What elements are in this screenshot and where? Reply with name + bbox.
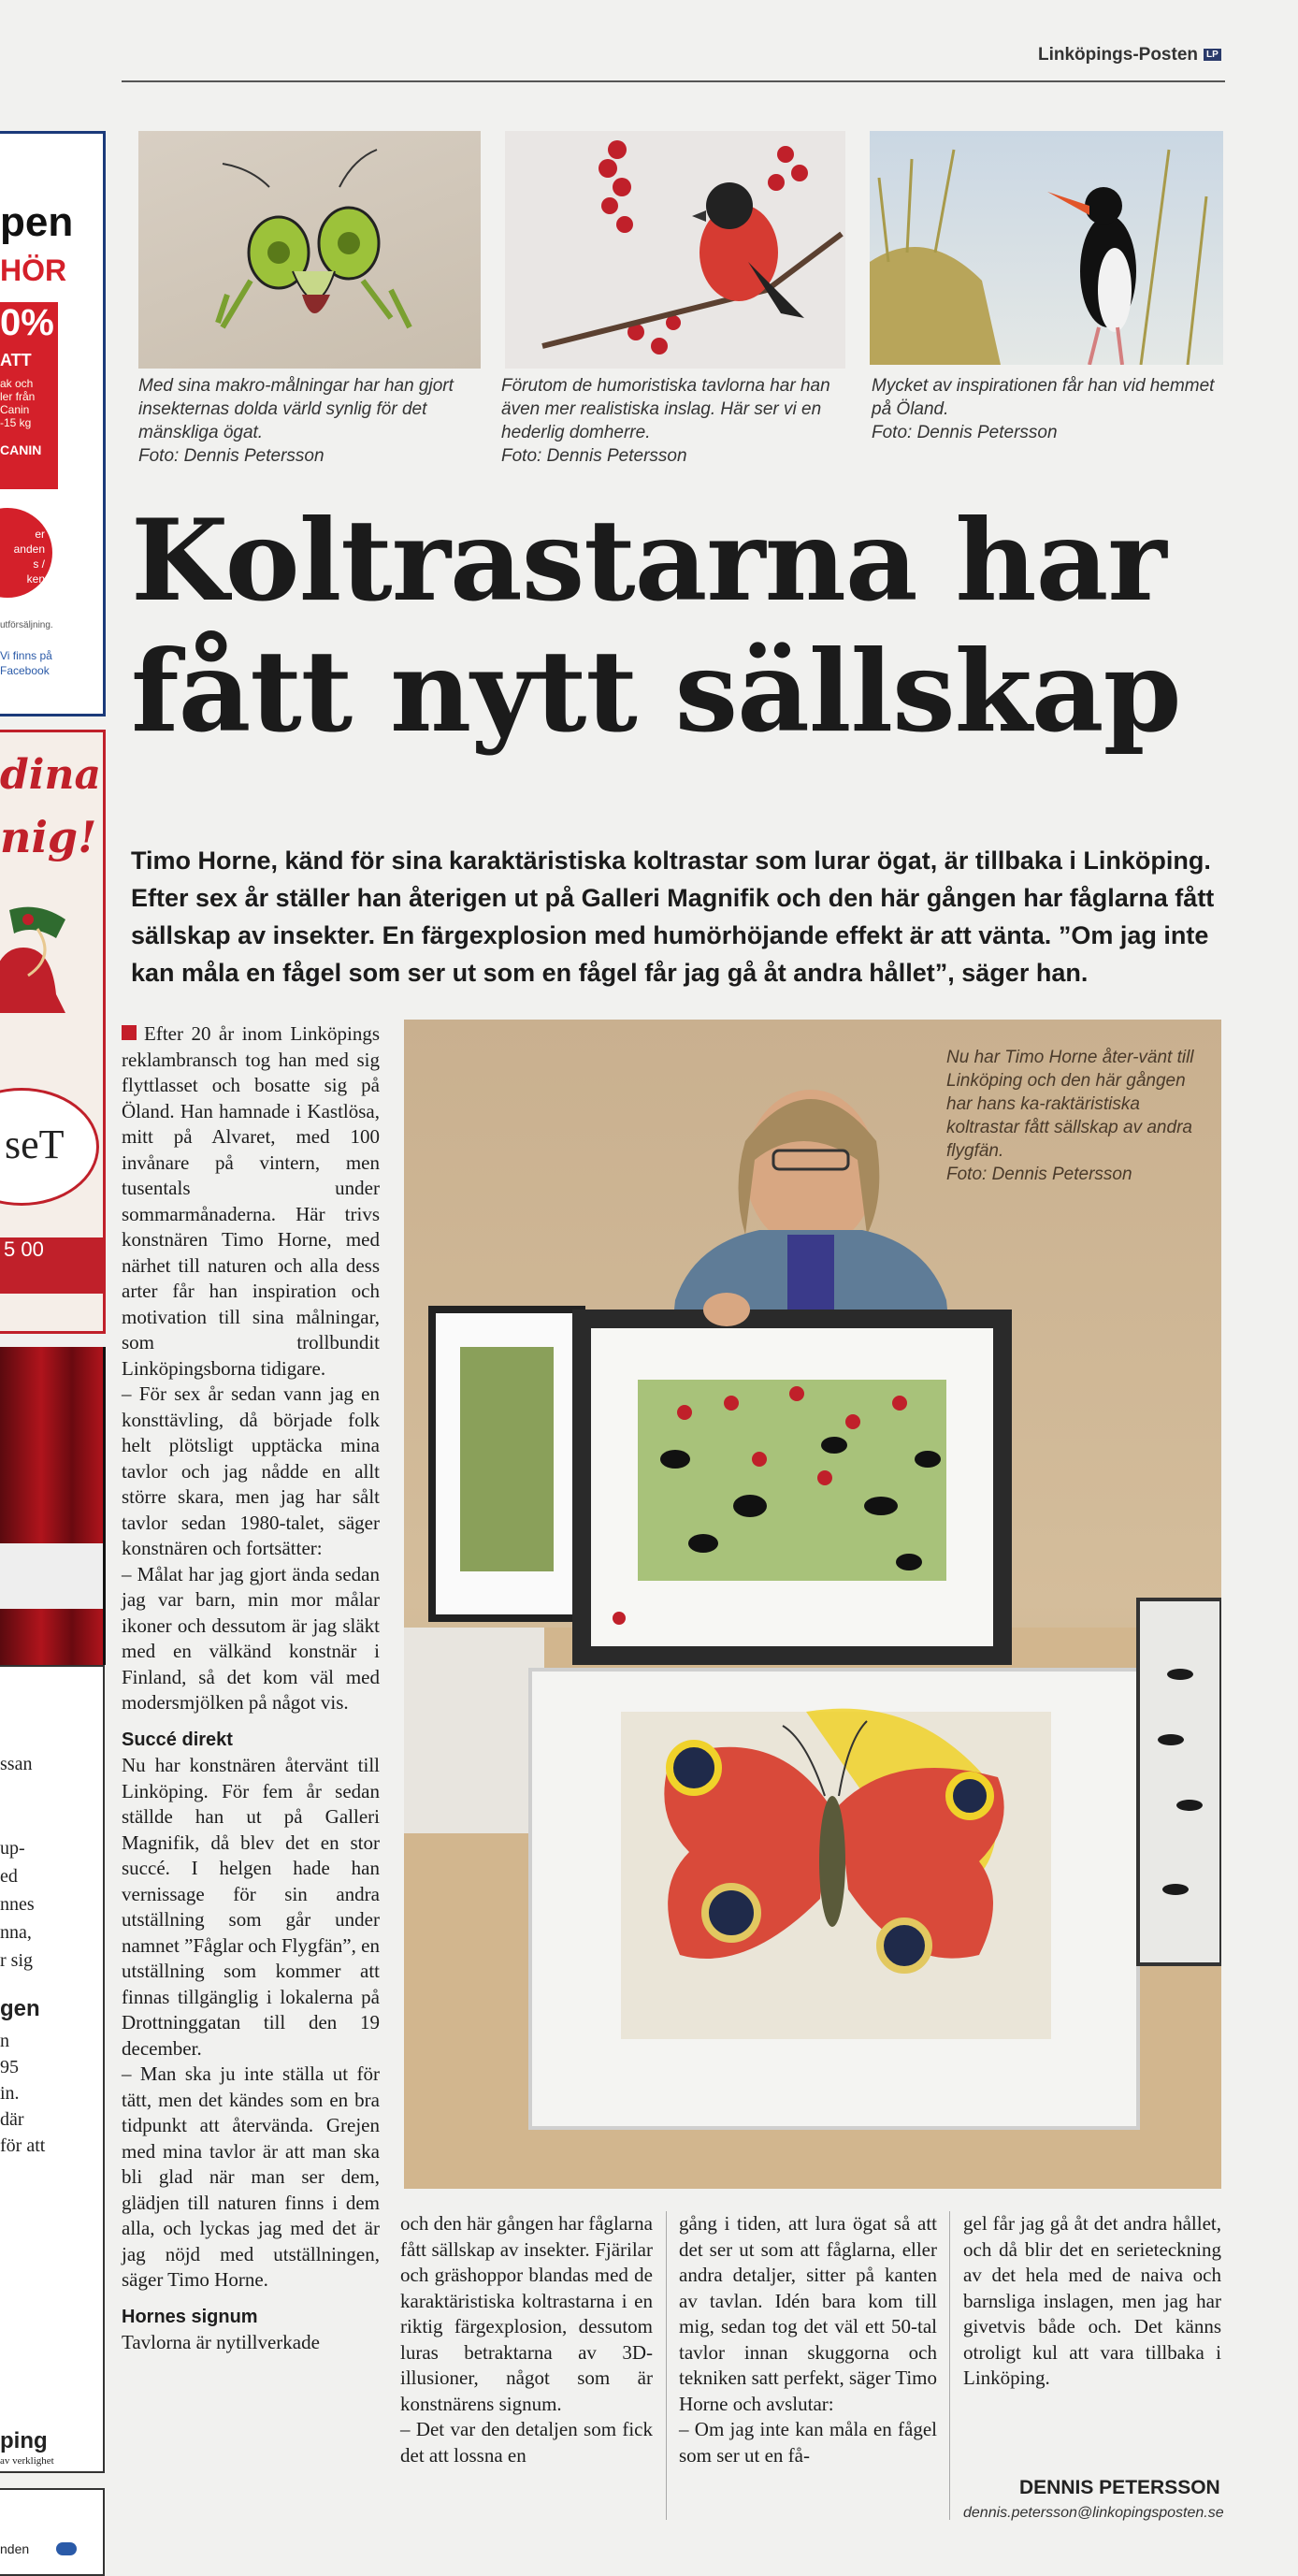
promo-circle: er anden s / ken: [0, 508, 52, 598]
paragraph-intro: Efter 20 år inom Linköpings reklambransch tog han med sig flyttlasset och bosatte sig på Öland. Han hamnade i Kastlösa, mitt på Alvaret, med 100 invånare på vintern, men tusentals under sommarmånaderna. Här trivs konstnären Timo Horne, med närhet till naturen och alla dess arter får han inspiration och motivation till sina målningar, som trollbundit Linköpingsborna tidigare.: [122, 1022, 380, 1380]
column-3-text: gång i tiden, att lura ögat så att det ser ut som att fåglarna, eller andra detaljer, sitter på kanten av tavlan. Idén bara kom till mig, sedan tog det väl ett 50-tal tavlor innan skuggorna och tekniken satt perfekt, säger Timo Horne och avslutar:: [679, 2212, 937, 2415]
article-start-marker: [122, 1025, 137, 1040]
insect-painting-photo: [138, 131, 481, 369]
column-divider: [666, 2211, 667, 2520]
pet-food-ad: [0, 131, 106, 716]
bullfinch-illustration: [505, 131, 845, 369]
author-email[interactable]: dennis.petersson@linkopingsposten.se: [963, 2505, 1224, 2521]
article-column-2: [400, 2211, 653, 2468]
subheading-signum: Hornes signum: [122, 2306, 258, 2327]
main-artist-photo: [404, 1020, 1221, 2189]
author-byline: DENNIS PETERSSON: [1019, 2477, 1220, 2498]
ad-text-8: n: [0, 2031, 9, 2051]
headline-line-1: Koltrastarna har: [131, 495, 1166, 627]
text-ad: [0, 1665, 105, 2473]
price-banner: 5 00: [0, 1237, 106, 1294]
christmas-ad: [0, 730, 106, 1334]
column-2-text-2: – Det var den detaljen som fick det att lossna en: [400, 2418, 653, 2467]
facebook-note: Vi finns på Facebook: [0, 649, 52, 677]
column-divider: [949, 2211, 950, 2520]
main-photo-caption: Nu har Timo Horne åter-vänt till Linköping och den här gången har hans ka-raktäristiska koltrastar fått sällskap av andra flygfän. Foto: Dennis Petersson: [946, 1048, 1194, 1184]
article-column-3: [679, 2211, 937, 2468]
oystercatcher-illustration: [870, 131, 1223, 365]
paragraph-6: Tavlorna är nytillverkade: [122, 2331, 320, 2353]
masthead-badge: LP: [1204, 49, 1221, 61]
subheading-succe: Succé direkt: [122, 1729, 233, 1750]
discount-label: ATT: [0, 351, 32, 369]
oystercatcher-photo-caption: Mycket av inspirationen får han vid hemmet på Öland. Foto: Dennis Petersson: [872, 376, 1215, 442]
ad-small-print: utförsäljning.: [0, 620, 53, 630]
store-logo: seT: [0, 1088, 99, 1206]
bottom-ad: [0, 2488, 105, 2576]
column-4-text: gel får jag gå åt det andra hållet, och då blir det en serieteckning av det hela med de naiva och barnsliga inslagen, men jag har givetvis både och. Det känns otroligt kul att vara tillbaka i Linköping.: [963, 2212, 1221, 2389]
masthead-title: Linköpings-Posten: [1038, 45, 1198, 65]
column-3-text-2: – Om jag inte kan måla en fågel som ser ut en få-: [679, 2418, 937, 2467]
ad-text-2: up-: [0, 1838, 25, 1859]
newspaper-masthead: [1038, 45, 1221, 65]
discount-percent: 0%: [0, 302, 54, 343]
ad-text-13: ping: [0, 2428, 48, 2453]
oystercatcher-painting-photo: [870, 131, 1223, 365]
ad-text-11: där: [0, 2109, 24, 2130]
discount-text: ak och ler från Canin -15 kg: [0, 377, 36, 429]
article-column-1: [122, 1021, 380, 2356]
ad-text-4: nnes: [0, 1894, 35, 1915]
theater-stage: [0, 1543, 103, 1609]
mantis-illustration: [138, 131, 481, 369]
bottom-ad-badge: [56, 2542, 77, 2555]
brand-logo: CANIN: [0, 442, 42, 457]
bullfinch-photo-caption: Förutom de humoristiska tavlorna har han även mer realistiska inslag. Här ser vi en hederlig domherre. Foto: Dennis Petersson: [501, 376, 830, 466]
ad-text-6: r sig: [0, 1950, 33, 1971]
bottom-ad-text: nden: [0, 2541, 30, 2556]
headline-line-2: fått nytt sällskap: [131, 626, 1181, 758]
ad-text-3: ed: [0, 1866, 18, 1887]
ad-text-7: gen: [0, 1996, 40, 2021]
article-headline: [131, 496, 1225, 758]
paragraph-2: – För sex år sedan vann jag en konsttävling, då började folk helt plötsligt upptäcka mina tavlor och jag nådde en allt större skara, men jag har sålt tavlor sedan 1980-talet, säger konstnären och fortsätter:: [122, 1382, 380, 1559]
christmas-ad-line1: dina: [0, 751, 101, 799]
ad-text-10: in.: [0, 2083, 20, 2104]
bullfinch-painting-photo: [505, 131, 845, 369]
header-rule: [122, 80, 1225, 82]
artist-with-paintings-illustration: [404, 1020, 1221, 2189]
ad-text-5: nna,: [0, 1922, 32, 1943]
article-column-4: [963, 2211, 1221, 2392]
paragraph-4: Nu har konstnären återvänt till Linköping. För fem år sedan ställde han ut på Galleri Magnifik, då blev det en stor succé. I helgen hade han vernissage för sin andra utställning som går under namnet ”Fåglar och Flygfän”, en utställning som kommer att finnas tillgänglig i lokalerna på Drottninggatan till den 19 december.: [122, 1754, 380, 2060]
article-lead: Timo Horne, känd för sina karaktäristiska koltrastar som lurar ögat, är tillbaka i Linköping. Efter sex år ställer han återigen ut på Galleri Magnifik och den här gången har fåglarna fått sällskap av insekter. En färgexplosion med humörhöjande effekt är att vänta. ”Om jag inte kan måla en fågel som ser ut som en fågel får jag gå åt andra hållet”, säger han.: [131, 847, 1215, 987]
ad-text-1: ssan: [0, 1754, 33, 1774]
ad-text-14: av verklighet: [0, 2455, 54, 2467]
paragraph-3: – Målat har jag gjort ända sedan jag var barn, min mor målar ikoner och dessutom är jag släkt med en välkänd konstnär i Finland, så det kom väl med modersmjölken på något vis.: [122, 1562, 380, 1714]
paragraph-5: – Man ska ju inte ställa ut för tätt, men det kändes som en bra tidpunkt att återvända. Grejen med mina tavlor är att man ska bli glad när man ser dem, glädjen till naturen finns i dem alla, och lyckas jag med det är jag nöjd med utställningen, säger Timo Horne.: [122, 2062, 380, 2291]
column-2-text: och den här gången har fåglarna fått sällskap av insekter. Fjärilar och gräshoppor blandas med de karaktäristiska koltrastarna i en riktig färgexplosion, dessutom luras betraktarna av 3D-illusioner, något som är konstnärens signum.: [400, 2212, 653, 2415]
ad-heading: pen: [0, 199, 74, 245]
left-ad-strip: [0, 131, 114, 2563]
ad-subheading: HÖR: [0, 253, 67, 287]
ad-text-12: för att: [0, 2135, 46, 2156]
christmas-bell-icon: [0, 891, 75, 1060]
theater-ad: [0, 1347, 106, 1665]
christmas-ad-line2: nig!: [0, 812, 97, 862]
discount-box: [0, 302, 58, 489]
theater-curtain: [0, 1347, 103, 1665]
insect-photo-caption: Med sina makro-målningar har han gjort insekternas dolda värld synlig för det mänskliga ögat. Foto: Dennis Petersson: [138, 376, 454, 466]
ad-text-9: 95: [0, 2057, 19, 2077]
